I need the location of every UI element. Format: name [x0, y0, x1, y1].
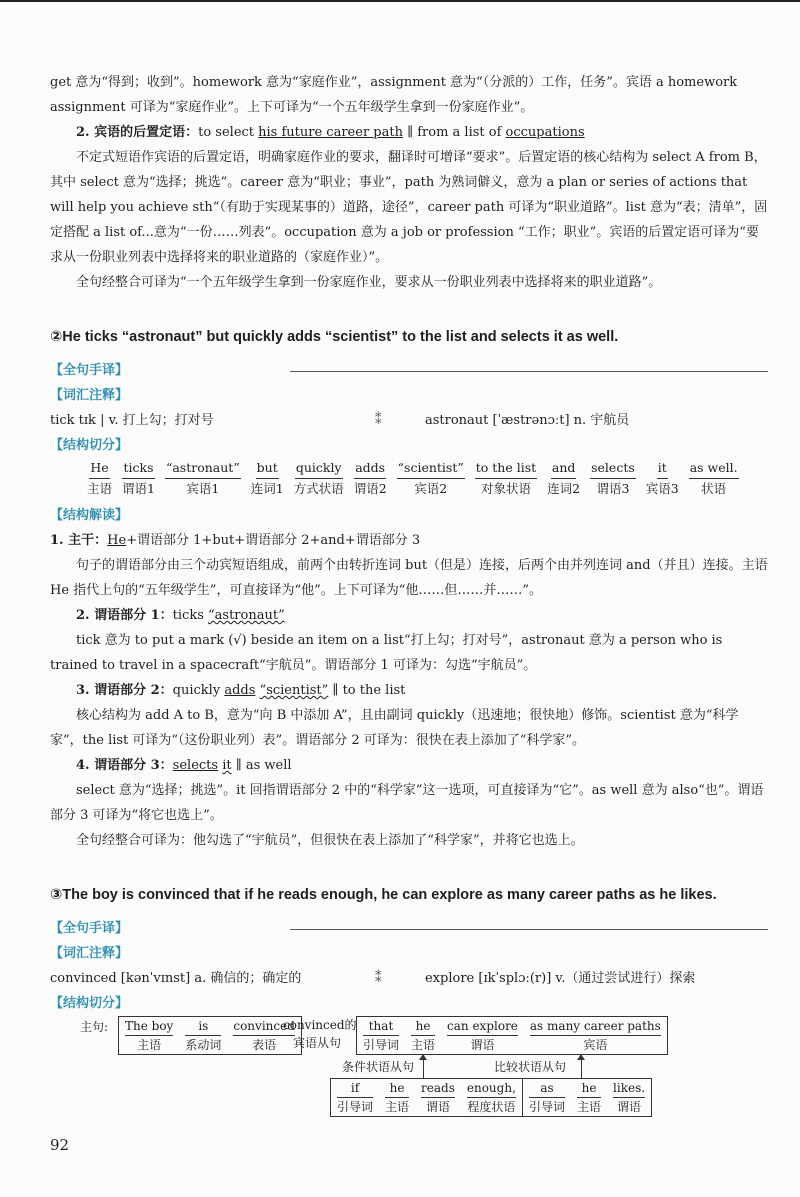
diagram-role: 宾语 [583, 1038, 608, 1052]
s2-point-3-heading: 3. 谓语部分 2：quickly adds “scientist” ∥ to the list [76, 683, 406, 698]
postmodifier-explanation: 不定式短语作宾语的后置定语，明确家庭作业的要求，翻译时可增译“要求”。后置定语的核心结构为 select A from B，其中 select 意为“选择；挑选”。career 意为“职业；事业”，path 为熟词僻义，意为 a plan or series of actions that will help you achieve sth“（有助于实现某事的）道路，途径”，career path 可译为“职业道路”。list 意为“表；清单”，固定搭配 a list of...意为“一份……列表”。occupation 意为 a job or profession “工作；职业”。宾语的后置定语可译为“要求从一份职业列表中选择将来的职业道路的（家庭作业）”。 [50, 150, 768, 265]
intro-summary: 全句经整合可译为“一个五年级学生拿到一份家庭作业，要求从一份职业列表中选择将来的职业道路”。 [76, 275, 662, 290]
segment-role: 谓语1 [122, 481, 155, 496]
diagram-role: 谓语 [470, 1038, 495, 1052]
segment-word: He [89, 458, 109, 479]
s2-point-3-text: 核心结构为 add A to B，意为“向 B 中添加 A”，且由副词 quickly（迅速地；很快地）修饰。scientist 意为“科学家”，the list 可译为“（这份职业列）表”。谓语部分 2 可译为：很快在表上添加了“科学家”。 [50, 708, 739, 748]
segment-word: adds [354, 458, 386, 479]
diagram-role: 谓语 [617, 1100, 642, 1114]
s3-segment-heading: 【结构切分】 [50, 996, 129, 1011]
main-clause-label: 主句: [80, 1020, 109, 1034]
segment-role: 宾语2 [414, 481, 448, 496]
diagram-cell [331, 1079, 379, 1116]
diagram-word: if [337, 1079, 373, 1098]
diagram-role: 谓语 [425, 1100, 450, 1114]
diagram-word: he [577, 1079, 601, 1098]
sentence-3: ③The boy is convinced that if he reads enough, he can explore as many career paths as he likes. [50, 887, 717, 903]
diagram-cell [379, 1079, 415, 1116]
diagram-role: 引导词 [529, 1100, 566, 1114]
s2-summary: 全句经整合可译为：他勾选了“宇航员”，但很快在表上添加了“科学家”，并将它也选上。 [76, 833, 584, 848]
translate-line [290, 929, 768, 930]
s2-vocab-row [50, 408, 768, 433]
segment-cell [689, 458, 739, 499]
diagram-cell [571, 1079, 607, 1116]
segment-cell [397, 458, 465, 499]
postmodifier-heading [50, 120, 768, 145]
segment-cell [547, 458, 580, 499]
diagram-word: enough, [467, 1079, 516, 1098]
translate-line [290, 371, 768, 372]
segment-word: it [657, 458, 668, 479]
s3-translate-heading: 【全句手译】 [50, 916, 768, 941]
diagram-role: 主语 [577, 1100, 602, 1114]
diagram-word: he [411, 1017, 435, 1036]
diagram-cell [357, 1017, 405, 1054]
segment-word: quickly [295, 458, 343, 479]
vocab-tick: tick tɪk | v. 打上勾；打对号 [50, 413, 214, 428]
page-number: 92 [50, 1136, 70, 1154]
diagram-role: 主语 [385, 1100, 410, 1114]
segment-cell [294, 458, 344, 499]
condition-clause-box [330, 1078, 523, 1117]
s2-segmentation [87, 458, 768, 499]
intro-paragraph-1: get 意为“得到；收到”。homework 意为“家庭作业”，assignment 意为“（分派的）工作，任务”。宾语 a homework assignment 可译为“家庭作业”。上下可译为“一个五年级学生拿到一份家庭作业”。 [50, 75, 738, 115]
diagram-word: likes. [613, 1079, 645, 1098]
segment-role: 主语 [87, 481, 113, 496]
diagram-word: is [185, 1017, 221, 1036]
diagram-cell [415, 1079, 461, 1116]
segment-role: 连词1 [250, 481, 284, 496]
s3-vocab-heading: 【词汇注释】 [50, 946, 129, 961]
condition-clause-label: 条件状语从句 [342, 1060, 415, 1074]
separator-icon: ⁑ [375, 413, 382, 428]
object-clause-link-top: convinced的 [283, 1018, 357, 1032]
segment-role: 宾语1 [186, 481, 220, 496]
s2-point-4-text: select 意为“选择；挑选”。it 回指谓语部分 2 中的“科学家”这一选项，可直接译为“它”。as well 意为 also“也”。谓语部分 3 可译为“将它也选上”。 [50, 783, 764, 823]
diagram-cell [405, 1017, 441, 1054]
diagram-cell [461, 1079, 522, 1116]
segment-cell [251, 458, 284, 499]
vocab-explore: explore [ɪkˈsplɔː(r)] v.（通过尝试进行）探索 [425, 971, 696, 986]
diagram-word: as many career paths [530, 1017, 661, 1036]
s2-point-2-text: tick 意为 to put a mark (√) beside an item on a list“打上勾；打对号”，astronaut 意为 a person who is trained to travel in a spacecraft“宇航员”。谓语部分 1 可译为：勾选“宇航员”。 [50, 633, 723, 673]
diagram-cell [523, 1079, 571, 1116]
segment-role: 谓语3 [596, 481, 630, 496]
s2-point-2-heading: 2. 谓语部分 1：ticks “astronaut” [76, 608, 285, 623]
diagram-role: 主语 [137, 1038, 162, 1052]
diagram-word: he [385, 1079, 409, 1098]
diagram-cell [119, 1017, 179, 1054]
segment-role: 对象状语 [480, 481, 531, 496]
s2-point-1-text: 句子的谓语部分由三个动宾短语组成，前两个由转折连词 but（但是）连接，后两个由并列连词 and（并且）连接。主语 He 指代上句的“五年级学生”，可直接译为“他”。上下可译为“他……但……并……”。 [50, 558, 768, 598]
postmodifier-text: to select [198, 125, 259, 140]
segment-role: 宾语3 [645, 481, 679, 496]
sentence-2: ②He ticks “astronaut” but quickly adds “scientist” to the list and selects it as well. [50, 329, 619, 345]
page-content [50, 70, 768, 1128]
segment-role: 方式状语 [293, 481, 344, 496]
diagram-role: 引导词 [363, 1038, 400, 1052]
connector-line [423, 1060, 424, 1078]
diagram-cell [607, 1079, 651, 1116]
s2-vocab-heading: 【词汇注释】 [50, 388, 129, 403]
connector-line [581, 1060, 582, 1078]
diagram-cell [441, 1017, 524, 1054]
diagram-word: reads [421, 1079, 455, 1098]
segment-word: but [256, 458, 279, 479]
object-clause-box [356, 1016, 668, 1055]
postmodifier-underlined-2: occupations [505, 125, 585, 140]
diagram-role: 表语 [252, 1038, 277, 1052]
segment-cell [646, 458, 679, 499]
vocab-convinced: convinced [kənˈvɪnst] a. 确信的；确定的 [50, 971, 302, 986]
segment-cell [475, 458, 537, 499]
postmodifier-underlined-1: his future career path [258, 125, 403, 140]
diagram-word: convinced [233, 1017, 295, 1036]
postmodifier-label: 2. 宾语的后置定语： [76, 125, 199, 140]
segment-word: and [551, 458, 577, 479]
diagram-word: as [529, 1079, 565, 1098]
segment-cell [165, 458, 241, 499]
diagram-role: 程度状语 [467, 1100, 516, 1114]
segment-cell [87, 458, 112, 499]
diagram-role: 主语 [411, 1038, 436, 1052]
segment-word: “scientist” [397, 458, 465, 479]
separator-icon: ⁑ [375, 971, 382, 986]
s2-segment-heading: 【结构切分】 [50, 438, 129, 453]
segment-cell [590, 458, 636, 499]
s3-structure-diagram [50, 1016, 768, 1128]
diagram-role: 引导词 [337, 1100, 374, 1114]
main-clause-box [118, 1016, 302, 1055]
diagram-word: The boy [125, 1017, 173, 1036]
object-clause-link-bottom: 宾语从句 [293, 1036, 342, 1050]
vocab-astronaut: astronaut [ˈæstrənɔːt] n. 宇航员 [425, 413, 630, 428]
top-rule [0, 0, 800, 2]
diagram-role: 系动词 [185, 1038, 222, 1052]
segment-word: “astronaut” [165, 458, 241, 479]
segment-role: 谓语2 [353, 481, 387, 496]
s3-vocab-row [50, 966, 768, 991]
diagram-word: that [363, 1017, 399, 1036]
segment-role: 状语 [701, 481, 727, 496]
s2-translate-heading: 【全句手译】 [50, 358, 768, 383]
comparison-clause-box [522, 1078, 652, 1117]
s2-analysis-heading: 【结构解读】 [50, 508, 129, 523]
segment-word: selects [590, 458, 636, 479]
segment-cell [122, 458, 155, 499]
diagram-cell [179, 1017, 227, 1054]
comparison-clause-label: 比较状语从句 [494, 1060, 567, 1074]
s2-point-4-heading: 4. 谓语部分 3：selects it ∥ as well [76, 758, 292, 773]
segment-cell [354, 458, 387, 499]
segment-word: as well. [689, 458, 739, 479]
segment-role: 连词2 [547, 481, 581, 496]
arrow-up-icon [419, 1054, 427, 1060]
s2-point-1-heading: 1. 主干：He+谓语部分 1+but+谓语部分 2+and+谓语部分 3 [50, 533, 421, 548]
diagram-word: can explore [447, 1017, 518, 1036]
postmodifier-text-mid: ∥ from a list of [402, 125, 506, 140]
segment-word: ticks [122, 458, 154, 479]
diagram-cell [524, 1017, 667, 1054]
arrow-up-icon [577, 1054, 585, 1060]
segment-word: to the list [475, 458, 537, 479]
